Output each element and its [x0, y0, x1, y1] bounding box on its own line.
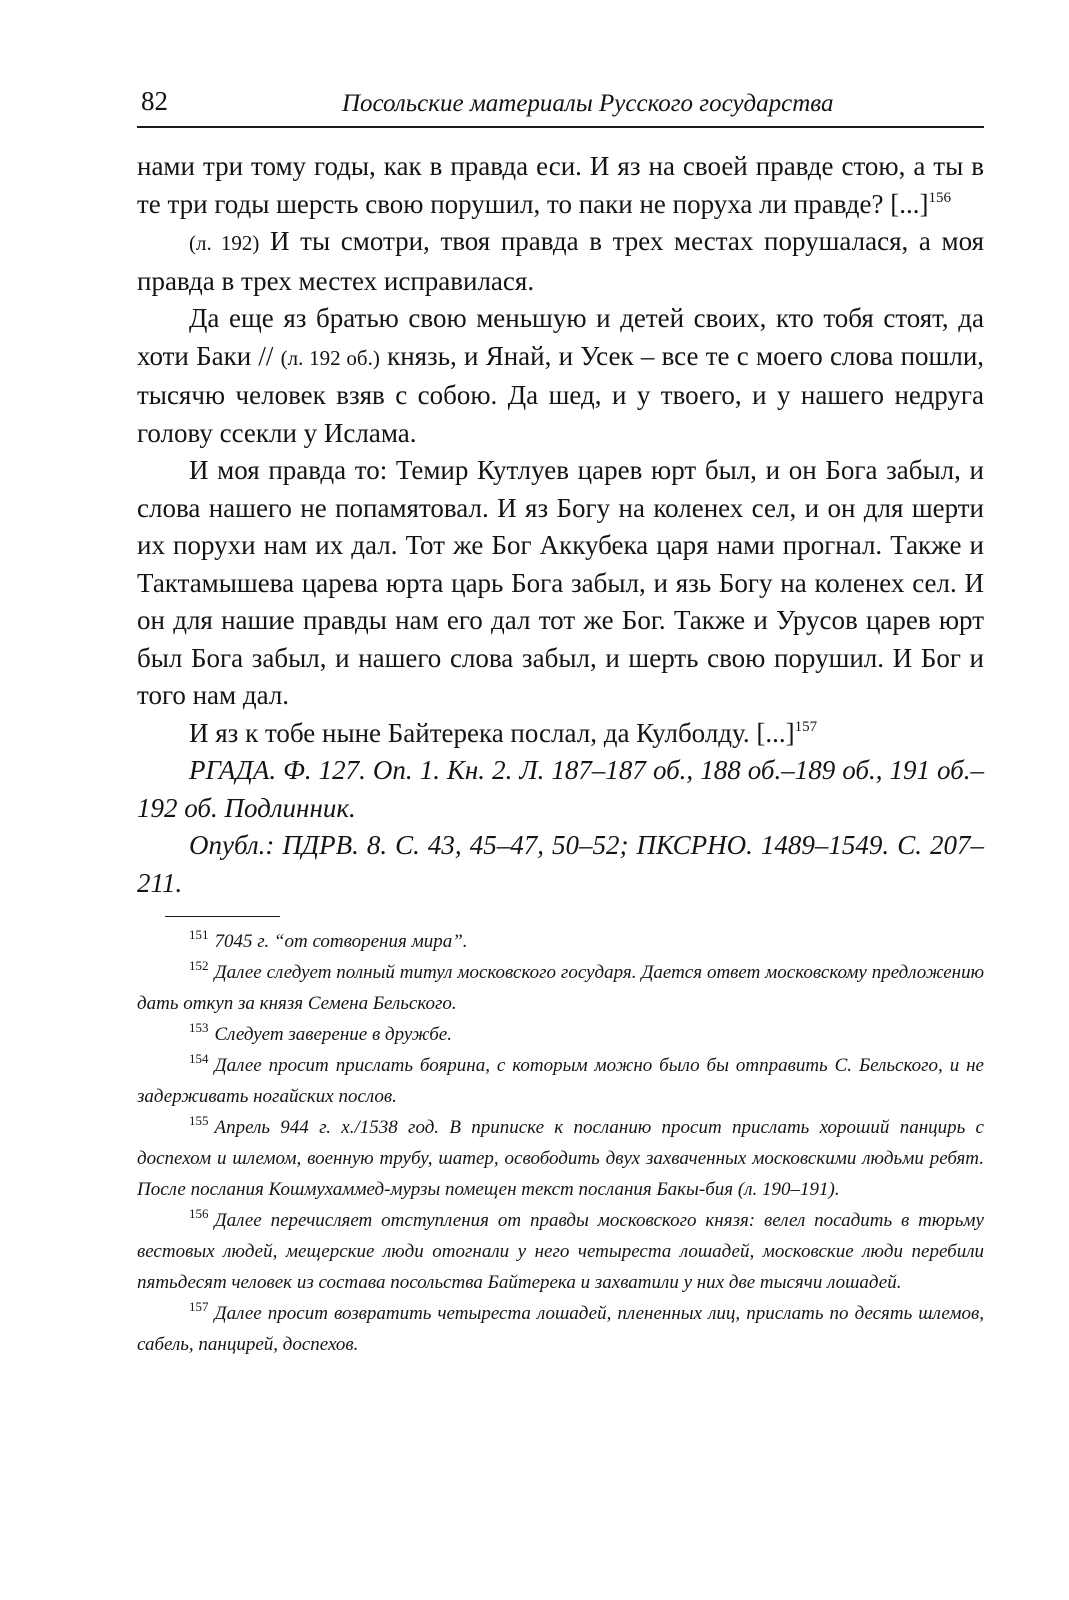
folio-reference: (л. 192) — [189, 231, 260, 255]
footnote — [137, 926, 984, 957]
paragraph-text: И яз к тобе ныне Байтерека послал, да Кулболду. [...] — [189, 717, 795, 748]
publication-reference: Опубл.: ПДРВ. 8. С. 43, 45–47, 50–52; ПКСРНО. 1489–1549. С. 207–211. — [137, 830, 984, 898]
paragraph-4 — [137, 452, 984, 715]
page-number: 82 — [141, 86, 168, 116]
footnote — [137, 1050, 984, 1112]
paragraph-1 — [137, 148, 984, 223]
footnote-ref-156: 156 — [928, 189, 951, 206]
footnote-text: Далее перечисляет отступления от правды московского князя: велел посадить в тюрьму вестовых людей, мещерские люди отогнали у него четыреста лошадей, московские люди перебили пятьдесят человек из состава посольства Байтерека и захватили у них две тысячи лошадей. — [137, 1210, 984, 1293]
footnote-number: 154 — [189, 1051, 209, 1066]
footnote-text: Следует заверение в дружбе. — [214, 1024, 452, 1045]
footnote-number: 152 — [189, 958, 209, 973]
footnote-text: Далее просит возвратить четыреста лошадей, плененных лиц, прислать по десять шлемов, сабель, панцирей, доспехов. — [137, 1303, 984, 1355]
footnote-divider — [165, 916, 280, 917]
paragraph-3 — [137, 300, 984, 452]
paragraph-5 — [137, 715, 984, 753]
folio-reference: (л. 192 об.) — [280, 345, 380, 370]
page-header — [137, 84, 984, 128]
main-text — [137, 148, 984, 902]
footnote-number: 157 — [189, 1299, 209, 1314]
footnote — [137, 1112, 984, 1205]
paragraph-text: Да еще яз братью свою меньшую и детей своих, кто тобя стоят, да хоти Баки // — [137, 303, 984, 371]
running-title: Посольские материалы Русского государства — [342, 90, 834, 117]
footnote-text: 7045 г. “от сотворения мира”. — [214, 931, 468, 952]
footnote-ref-157: 157 — [794, 718, 818, 735]
paragraph-text: И ты смотри, твоя правда в трех местах порушалася, а моя правда в трех местех исправилася. — [137, 226, 985, 296]
paragraph-text: князь, и Янай, и Усек – все те с моего слова пошли, тысячю человек взяв с собою. Да шед, и у твоего, и у нашего недруга голову ссекли у Ислама. — [137, 340, 985, 448]
footnote — [137, 1019, 984, 1050]
paragraph-text: нами три тому годы, как в правда еси. И яз на своей правде стою, а ты в те три годы шерсть свою порушил, то паки не поруха ли правде? [...] — [137, 151, 984, 219]
footnote-text: Далее просит прислать боярина, с которым можно было бы отправить С. Бельского, и не задерживать ногайских послов. — [137, 1055, 984, 1107]
archive-source: РГАДА. Ф. 127. Оп. 1. Кн. 2. Л. 187–187 об., 188 об.–189 об., 191 об.–192 об. Подлинник. — [137, 755, 984, 823]
footnote-number: 156 — [189, 1206, 209, 1221]
footnote — [137, 1298, 984, 1360]
footnote-number: 153 — [189, 1020, 209, 1035]
footnote-text: Апрель 944 г. х./1538 год. В приписке к посланию просит прислать хороший панцирь с доспехом и шлемом, военную трубу, шатер, освободить двух захваченных московскими людьми ребят. После послания Кошмухаммед-мурзы помещен текст послания Бакы-бия (л. 190–191). — [137, 1117, 984, 1200]
footnote — [137, 957, 984, 1019]
footnote-number: 151 — [189, 927, 209, 942]
paragraph-text: И моя правда то: Темир Кутлуев царев юрт был, и он Бога забыл, и слова нашего не попамятовал. И яз Богу на коленех сел, и он для шерти их порухи нам их дал. Тот же Бог Аккубека царя нами прогнал. Также и Тактамышева царева юрта царь Бога забыл, и язь Богу на коленех сел. И он для нашие правды нам его дал тот же Бог. Также и Урусов царев юрт был Бога забыл, и нашего слова забыл, и шерть свою порушил. И Бог и того нам дал. — [137, 455, 984, 710]
footnote — [137, 1205, 984, 1298]
footnotes — [137, 926, 984, 1360]
paragraph-2 — [137, 223, 984, 300]
footnote-text: Далее следует полный титул московского государя. Дается ответ московскому предложению дать откуп за князя Семена Бельского. — [137, 962, 984, 1014]
footnote-number: 155 — [189, 1113, 209, 1128]
